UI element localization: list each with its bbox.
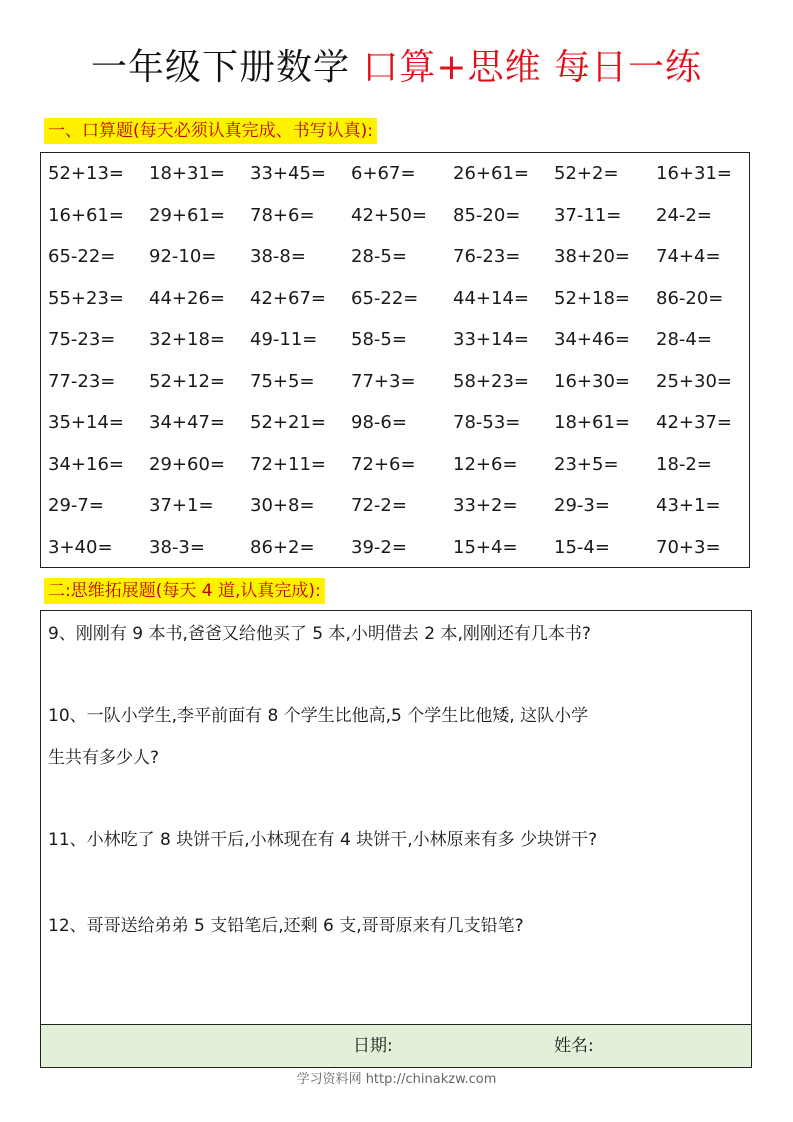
calc-expression: 38-3= — [149, 536, 205, 558]
calc-expression: 55+23= — [48, 287, 124, 309]
calc-expression: 34+47= — [149, 412, 225, 433]
calc-expression: 86+2= — [250, 536, 315, 558]
calc-expression: 34+46= — [554, 329, 630, 350]
calc-expression: 34+16= — [48, 453, 124, 475]
calc-expression: 58-5= — [351, 329, 407, 350]
calc-expression: 18-2= — [656, 453, 712, 475]
calc-expression: 33+2= — [453, 495, 518, 516]
calc-expression: 25+30= — [656, 370, 732, 392]
word-problems-box — [40, 610, 752, 1068]
calc-row — [41, 195, 749, 236]
calc-row — [41, 319, 749, 360]
calc-expression: 52+18= — [554, 287, 630, 309]
calc-expression: 76-23= — [453, 246, 521, 267]
calc-row — [41, 444, 749, 485]
calc-expression: 29+61= — [149, 204, 225, 226]
calc-expression: 77-23= — [48, 370, 116, 392]
calc-expression: 26+61= — [453, 163, 529, 184]
calc-expression: 43+1= — [656, 495, 721, 516]
calc-expression: 29+60= — [149, 453, 225, 475]
section2-heading: 二:思维拓展题(每天 4 道,认真完成): — [44, 578, 325, 604]
calc-expression: 65-22= — [48, 246, 116, 267]
calc-expression: 98-6= — [351, 412, 407, 433]
calc-expression: 15-4= — [554, 536, 610, 558]
title-main: 一年级下册数学 — [90, 47, 350, 88]
calc-expression: 39-2= — [351, 536, 407, 558]
calc-expression: 42+37= — [656, 412, 732, 433]
calc-expression: 74+4= — [656, 246, 721, 267]
calc-row — [41, 278, 749, 319]
calc-expression: 33+14= — [453, 329, 529, 350]
calc-expression: 28-5= — [351, 246, 407, 267]
calc-expression: 6+67= — [351, 163, 416, 184]
calc-expression: 37-11= — [554, 204, 622, 226]
date-label: 日期: — [353, 1036, 393, 1056]
title-highlight: 口算+思维 每日一练 — [362, 47, 703, 88]
calc-expression: 52+2= — [554, 163, 619, 184]
footer-bar — [41, 1024, 751, 1067]
problem-11: 11、小林吃了 8 块饼干后,小林现在有 4 块饼干,小林原来有多 少块饼干? — [48, 830, 598, 850]
calc-expression: 58+23= — [453, 370, 529, 392]
calc-expression: 72-2= — [351, 495, 407, 516]
calc-expression: 16+30= — [554, 370, 630, 392]
calc-expression: 37+1= — [149, 495, 214, 516]
page-title — [0, 44, 793, 92]
calc-expression: 24-2= — [656, 204, 712, 226]
calc-expression: 3+40= — [48, 536, 113, 558]
calc-row — [41, 361, 749, 402]
calc-expression: 29-3= — [554, 495, 610, 516]
calc-expression: 15+4= — [453, 536, 518, 558]
calc-expression: 52+13= — [48, 163, 124, 184]
arithmetic-grid — [40, 152, 750, 568]
calc-expression: 42+67= — [250, 287, 326, 309]
calc-expression: 77+3= — [351, 370, 416, 392]
calc-expression: 12+6= — [453, 453, 518, 475]
calc-expression: 16+31= — [656, 163, 732, 184]
calc-expression: 35+14= — [48, 412, 124, 433]
calc-expression: 78+6= — [250, 204, 315, 226]
calc-expression: 18+61= — [554, 412, 630, 433]
calc-row — [41, 236, 749, 277]
calc-expression: 16+61= — [48, 204, 124, 226]
calc-expression: 52+21= — [250, 412, 326, 433]
calc-expression: 49-11= — [250, 329, 318, 350]
calc-expression: 38+20= — [554, 246, 630, 267]
calc-expression: 30+8= — [250, 495, 315, 516]
calc-expression: 23+5= — [554, 453, 619, 475]
problem-9: 9、刚刚有 9 本书,爸爸又给他买了 5 本,小明借去 2 本,刚刚还有几本书? — [48, 624, 591, 644]
calc-expression: 78-53= — [453, 412, 521, 433]
problem-10-continued: 生共有多少人? — [48, 748, 160, 768]
calc-row — [41, 402, 749, 443]
calc-row — [41, 153, 749, 194]
problem-10: 10、一队小学生,李平前面有 8 个学生比他高,5 个学生比他矮, 这队小学 — [48, 706, 589, 726]
calc-expression: 29-7= — [48, 495, 104, 516]
calc-expression: 18+31= — [149, 163, 225, 184]
calc-row — [41, 485, 749, 526]
calc-row — [41, 527, 749, 568]
section1-heading: 一、口算题(每天必须认真完成、书写认真): — [44, 118, 377, 144]
calc-expression: 75+5= — [250, 370, 315, 392]
calc-expression: 52+12= — [149, 370, 225, 392]
calc-expression: 44+14= — [453, 287, 529, 309]
calc-expression: 86-20= — [656, 287, 724, 309]
calc-expression: 70+3= — [656, 536, 721, 558]
calc-expression: 92-10= — [149, 246, 217, 267]
problem-12: 12、哥哥送给弟弟 5 支铅笔后,还剩 6 支,哥哥原来有几支铅笔? — [48, 916, 524, 936]
calc-expression: 72+6= — [351, 453, 416, 475]
calc-expression: 44+26= — [149, 287, 225, 309]
calc-expression: 38-8= — [250, 246, 306, 267]
watermark: 学习资料网 http://chinakzw.com — [296, 1072, 497, 1087]
name-label: 姓名: — [554, 1036, 594, 1056]
calc-expression: 32+18= — [149, 329, 225, 350]
calc-expression: 33+45= — [250, 163, 326, 184]
calc-expression: 65-22= — [351, 287, 419, 309]
calc-expression: 85-20= — [453, 204, 521, 226]
calc-expression: 72+11= — [250, 453, 326, 475]
calc-expression: 42+50= — [351, 204, 427, 226]
calc-expression: 28-4= — [656, 329, 712, 350]
calc-expression: 75-23= — [48, 329, 116, 350]
